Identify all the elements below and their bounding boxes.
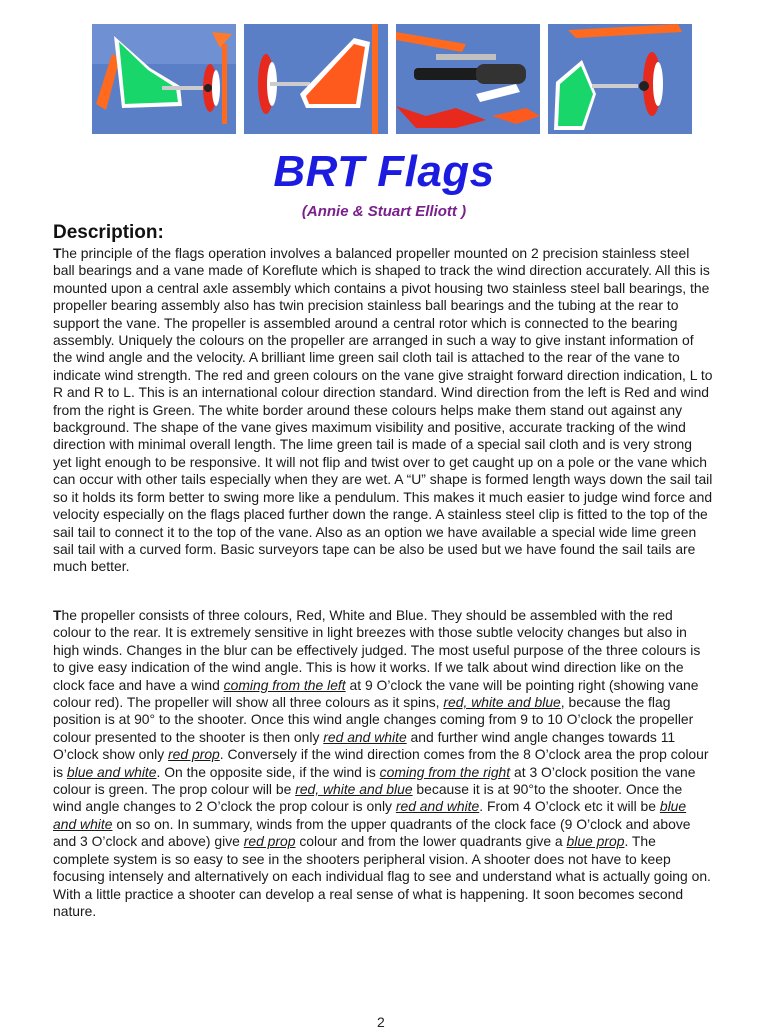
emphasis: blue and white [53, 798, 687, 832]
paragraph-2 [53, 607, 713, 920]
emphasis: red, white and blue [295, 781, 413, 798]
text-run: , because the flag position is at 90° to the shooter. Once this wind angle changes coming from 9 to 10 O’clock the propeller colour presented to the shooter is then only [53, 694, 694, 745]
page-title: BRT Flags [273, 147, 495, 196]
text-run: on so on. In summary, winds from the upper quadrants of the clock face (9 O’clock and above and 3 O’clock and above) give [53, 815, 691, 850]
text-run: . On the opposite side, if the wind is [156, 763, 380, 780]
emphasis: red and white [395, 798, 480, 815]
emphasis: red and white [323, 728, 407, 745]
emphasis: red, white and blue [443, 694, 561, 711]
text-run: colour and from the lower quadrants give a [295, 833, 567, 850]
dropcap: T [53, 607, 62, 623]
text-run: at 3 O’clock position the vane colour is green. The prop colour will be [53, 763, 696, 798]
emphasis: red prop [168, 746, 220, 763]
page-number: 2 [377, 1014, 385, 1030]
emphasis: blue prop [566, 833, 625, 850]
paragraph-1 [53, 245, 713, 576]
section-heading: Description: [53, 222, 164, 243]
paragraph-text: he principle of the flags operation involves a balanced propeller mounted on 2 precision stainless steel ball bearings and a vane made of Koreflute which is shaped to track the wind direction accurately. All this is mounted upon a central axle assembly which contains a pivot housing two stainless steel ball bearings, the propeller bearing assembly also has twin precision stainless ball bearings and the tubing at the rear to support the vane. The propeller is assembled around a central rotor which is connected to the bearing assembly. Uniquely the colours on the propeller are arranged in such a way to give instant information of the wind angle and the velocity. A brilliant lime green sail cloth tail is attached to the rear of the vane to indicate wind strength. The red and green colours on the vane give straight forward direction indication, L to R and R to L. This is an international colour direction standard. Wind direction from the left is Red and wind from the right is Green. The white border around these colours helps make them stand out against any background. The shape of the vane gives maximum visibility and positive, accurate tracking of the wind direction with minimal overall length. The lime green tail is made of a special sail cloth and is very strong yet light enough to be responsive. It will not flip and twist over to get caught up on a pole or the vane which can occur with other tails especially when they are wet. A “U” shape is formed length ways down the sail tail so it holds its form better to swing more like a pendulum. This makes it much easier to judge wind force and velocity especially on the flags placed further down the range. A stainless steel clip is fitted to the top of the sail tail to connect it to the top of the vane. Also as an option we have available a special wide lime green sail tail with a curved form. Basic surveyors tape can be also be used but we have found the sail tails are much better. [53, 245, 713, 575]
text-run: and further wind angle changes towards 11 O’clock show only [53, 728, 676, 763]
emphasis: coming from the right [379, 763, 511, 780]
text-run: . Conversely if the wind direction comes from the 8 O’clock area the prop colour is [53, 746, 709, 780]
components-photo [396, 24, 540, 134]
emphasis: blue and white [66, 763, 157, 780]
emphasis: coming from the left [223, 676, 346, 693]
text-run: because it is at 90°to the shooter. Once the wind angle changes to 2 O’clock the prop colour is only [53, 781, 683, 815]
vane-assembly-photo-3 [548, 24, 692, 134]
text-run: . The complete system is so easy to see in the shooters peripheral vision. A shooter does not have to keep focusing intensely and alternatively on each individual flag to see and understand what is actually going on. With a little practice a shooter can develop a real sense of what is happening. It soon becomes second nature. [53, 833, 711, 919]
dropcap: T [53, 245, 62, 261]
photo-strip [92, 24, 682, 134]
authors-line: (Annie & Stuart Elliott ) [301, 203, 467, 220]
emphasis: red prop [243, 833, 296, 850]
text-run: . From 4 O’clock etc it will be [479, 798, 660, 815]
vane-assembly-photo-1 [92, 24, 236, 134]
text-run: he propeller consists of three colours, Red, White and Blue. They should be assembled with the red colour to the rear. It is extremely sensitive in light breezes with those subtle velocity changes but also in high winds. Changes in the blur can be effectively judged. The most useful purpose of the three colours is to give easy indication of the wind angle. This is how it works. If we talk about wind direction like on the clock face and have a wind [53, 607, 701, 693]
vane-assembly-photo-2 [244, 24, 388, 134]
text-run: at 9 O’clock the vane will be pointing right (showing vane colour red). The propeller will show all three colours as it spins, [53, 676, 699, 711]
